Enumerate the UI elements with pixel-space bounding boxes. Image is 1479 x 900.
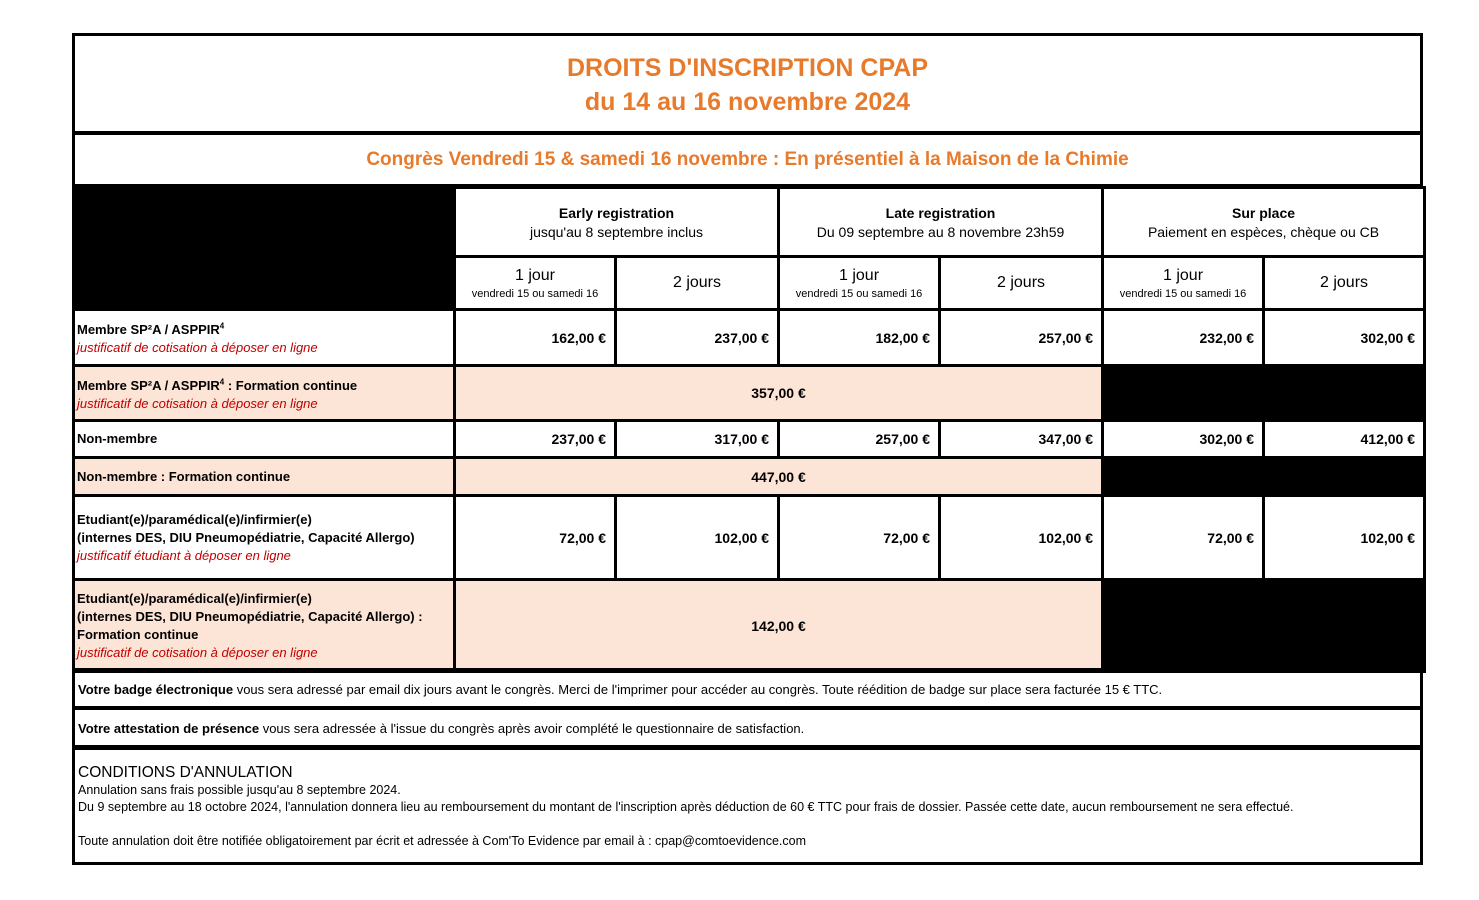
- member-fc-label: Membre SP²A / ASPPIR: [77, 377, 220, 393]
- footnote-ref: 4: [219, 321, 225, 331]
- price-cell: 257,00 €: [779, 421, 940, 458]
- student-fc-line1: Etudiant(e)/paramédical(e)/infirmier(e): [77, 590, 312, 606]
- cancellation-title: CONDITIONS D'ANNULATION: [78, 764, 293, 781]
- cancellation-conditions: [72, 747, 1423, 865]
- one-day-note: vendredi 15 ou samedi 16: [1119, 287, 1247, 300]
- subtitle-box: [72, 132, 1423, 187]
- row-nonmember-fc: [74, 458, 1425, 496]
- row-label: [74, 496, 455, 580]
- period-note: Paiement en espèces, chèque ou CB: [1147, 223, 1380, 240]
- period-note: Du 09 septembre au 8 novembre 23h59: [816, 223, 1065, 240]
- attestation-bold: Votre attestation de présence: [78, 721, 260, 736]
- pricing-table: [72, 186, 1426, 673]
- member-label: Membre SP²A / ASPPIR: [77, 322, 220, 338]
- period-early: [455, 188, 779, 257]
- cancellation-line2: Du 9 septembre au 18 octobre 2024, l'annulation donnera lieu au remboursement du montant de l'inscription après déduction de 60 € TTC pour frais de dossier. Passée cette date, aucun remboursement ne sera effectué.: [78, 800, 1294, 814]
- col-one-day: [455, 257, 616, 310]
- member-fc-suffix: : Formation continue: [224, 377, 358, 393]
- row-label: [74, 310, 455, 366]
- nonmember-fc-label: Non-membre : Formation continue: [77, 468, 291, 484]
- page-dates: du 14 au 16 novembre 2024: [584, 88, 911, 116]
- price-cell: 72,00 €: [779, 496, 940, 580]
- row-label: [74, 458, 455, 496]
- price-cell: 162,00 €: [455, 310, 616, 366]
- badge-bold: Votre badge électronique: [78, 682, 234, 697]
- page-title: DROITS D'INSCRIPTION CPAP: [566, 54, 929, 82]
- price-merged: 447,00 €: [455, 458, 1103, 496]
- price-cell: 302,00 €: [1264, 310, 1425, 366]
- footnote-ref: 4: [219, 377, 225, 387]
- student-fc-line3: Formation continue: [77, 626, 199, 642]
- badge-info: [72, 668, 1423, 709]
- attestation-text: vous sera adressée à l'issue du congrès après avoir complété le questionnaire de satisfaction.: [259, 721, 805, 736]
- period-late: [779, 188, 1103, 257]
- title-box: [72, 33, 1423, 134]
- period-header-row: [74, 188, 1425, 257]
- col-two-days: 2 jours: [1264, 257, 1425, 310]
- student-fc-line2: (internes DES, DIU Pneumopédiatrie, Capacité Allergo) :: [77, 608, 423, 624]
- spacer: [78, 816, 1420, 833]
- price-cell: 347,00 €: [940, 421, 1103, 458]
- price-cell: 237,00 €: [616, 310, 779, 366]
- price-cell: 102,00 €: [616, 496, 779, 580]
- one-day-label: 1 jour: [514, 266, 556, 284]
- row-label: [74, 421, 455, 458]
- nonmember-label: Non-membre: [77, 431, 158, 446]
- price-cell: 102,00 €: [940, 496, 1103, 580]
- member-note: justificatif de cotisation à déposer en ligne: [77, 340, 318, 356]
- row-label: [74, 580, 455, 672]
- period-note: jusqu'au 8 septembre inclus: [529, 223, 704, 240]
- col-two-days: 2 jours: [940, 257, 1103, 310]
- cancellation-line1: Annulation sans frais possible jusqu'au 8 septembre 2024.: [78, 783, 401, 797]
- student-note: justificatif étudiant à déposer en ligne: [77, 547, 291, 563]
- student-fc-note: justificatif de cotisation à déposer en ligne: [77, 644, 318, 660]
- cancellation-line3: Toute annulation doit être notifiée obligatoirement par écrit et adressée à Com'To Evidence par email à : cpap@comtoevidence.com: [78, 834, 806, 848]
- one-day-label: 1 jour: [1163, 266, 1204, 284]
- price-cell: 102,00 €: [1264, 496, 1425, 580]
- price-cell: 182,00 €: [779, 310, 940, 366]
- unavailable-cell: [1103, 580, 1425, 672]
- page-subtitle: Congrès Vendredi 15 & samedi 16 novembre : En présentiel à la Maison de la Chimie: [366, 149, 1129, 170]
- one-day-label: 1 jour: [839, 266, 880, 284]
- price-cell: 232,00 €: [1103, 310, 1264, 366]
- period-onsite: [1103, 188, 1425, 257]
- col-one-day: [779, 257, 940, 310]
- student-line2: (internes DES, DIU Pneumopédiatrie, Capacité Allergo): [77, 529, 415, 545]
- period-name: Early registration: [558, 204, 675, 221]
- student-line1: Etudiant(e)/paramédical(e)/infirmier(e): [77, 511, 312, 527]
- row-member: [74, 310, 1425, 366]
- row-student-fc: [74, 580, 1425, 672]
- one-day-note: vendredi 15 ou samedi 16: [471, 287, 599, 300]
- attestation-info: [72, 707, 1423, 748]
- row-label: [74, 366, 455, 421]
- price-cell: 412,00 €: [1264, 421, 1425, 458]
- one-day-note: vendredi 15 ou samedi 16: [795, 287, 923, 300]
- row-member-fc: [74, 366, 1425, 421]
- row-nonmember: [74, 421, 1425, 458]
- price-merged: 142,00 €: [455, 580, 1103, 672]
- col-two-days: 2 jours: [616, 257, 779, 310]
- price-cell: 317,00 €: [616, 421, 779, 458]
- price-cell: 72,00 €: [455, 496, 616, 580]
- col-one-day: [1103, 257, 1264, 310]
- unavailable-cell: [1103, 458, 1425, 496]
- badge-text: vous sera adressé par email dix jours avant le congrès. Merci de l'imprimer pour accéder au congrès. Toute réédition de badge sur place sera facturée 15 € TTC.: [233, 682, 1163, 697]
- price-cell: 72,00 €: [1103, 496, 1264, 580]
- price-cell: 302,00 €: [1103, 421, 1264, 458]
- period-name: Sur place: [1232, 204, 1296, 221]
- member-fc-note: justificatif de cotisation à déposer en ligne: [77, 395, 318, 411]
- price-merged: 357,00 €: [455, 366, 1103, 421]
- row-student: [74, 496, 1425, 580]
- unavailable-cell: [1103, 366, 1425, 421]
- header-corner: [74, 188, 455, 310]
- period-name: Late registration: [885, 204, 996, 221]
- price-cell: 257,00 €: [940, 310, 1103, 366]
- price-cell: 237,00 €: [455, 421, 616, 458]
